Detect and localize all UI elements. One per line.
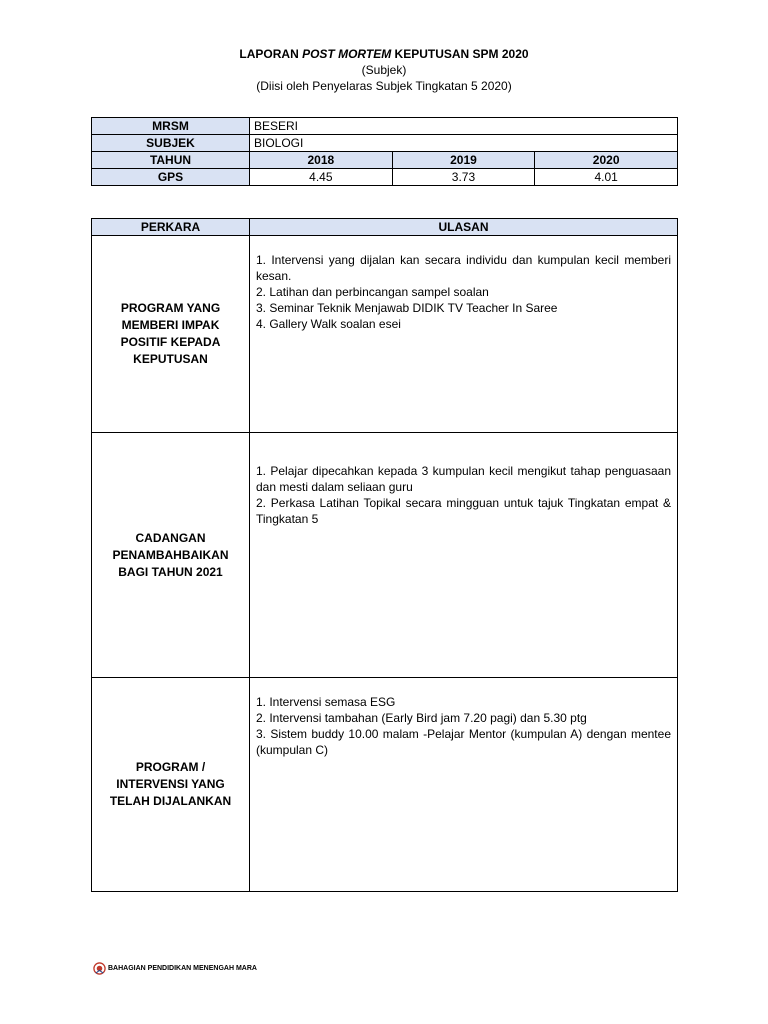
document-header <box>0 46 768 94</box>
gps-row <box>92 169 678 186</box>
mrsm-value: BESERI <box>250 118 678 135</box>
ulasan-line: 2. Intervensi tambahan (Early Bird jam 7.20 pagi) dan 5.30 ptg <box>256 711 587 725</box>
footer <box>93 962 257 975</box>
ulasan-header: ULASAN <box>250 219 678 236</box>
ulasan-line: 3. Sistem buddy 10.00 malam -Pelajar Mentor (kumpulan A) dengan mentee (kumpulan C) <box>256 727 671 757</box>
review-row <box>92 678 678 892</box>
year-2020: 2020 <box>535 152 678 169</box>
subtitle: (Subjek) <box>361 63 407 77</box>
review-header-row <box>92 219 678 236</box>
gps-2020: 4.01 <box>535 169 678 186</box>
mrsm-row <box>92 118 678 135</box>
ulasan-cell <box>250 433 678 678</box>
ulasan-line: 4. Gallery Walk soalan esei <box>256 317 401 331</box>
info-table <box>91 117 678 186</box>
gps-2019: 3.73 <box>392 169 535 186</box>
review-row <box>92 236 678 433</box>
year-2018: 2018 <box>250 152 393 169</box>
subjek-value: BIOLOGI <box>250 135 678 152</box>
perkara-cell: PROGRAM YANG MEMBERI IMPAK POSITIF KEPADA KEPUTUSAN <box>92 236 250 433</box>
ulasan-cell <box>250 236 678 433</box>
ulasan-line: 2. Perkasa Latihan Topikal secara mingguan untuk tajuk Tingkatan empat & Tingkatan 5 <box>256 496 671 526</box>
perkara-cell: CADANGAN PENAMBAHBAIKAN BAGI TAHUN 2021 <box>92 433 250 678</box>
subjek-row <box>92 135 678 152</box>
year-2019: 2019 <box>392 152 535 169</box>
review-table <box>91 218 678 892</box>
fill-note: (Diisi oleh Penyelaras Subjek Tingkatan 5 2020) <box>256 79 512 93</box>
ulasan-line: 1. Intervensi semasa ESG <box>256 695 396 709</box>
ulasan-line: 3. Seminar Teknik Menjawab DIDIK TV Teacher In Saree <box>256 301 558 315</box>
mrsm-label: MRSM <box>92 118 250 135</box>
gps-2018: 4.45 <box>250 169 393 186</box>
perkara-cell: PROGRAM / INTERVENSI YANG TELAH DIJALANKAN <box>92 678 250 892</box>
perkara-header: PERKARA <box>92 219 250 236</box>
ulasan-line: 1. Intervensi yang dijalan kan secara individu dan kumpulan kecil memberi kesan. <box>256 253 671 283</box>
mara-logo-icon <box>93 962 106 975</box>
gps-label: GPS <box>92 169 250 186</box>
tahun-label: TAHUN <box>92 152 250 169</box>
page-title: LAPORAN POST MORTEM KEPUTUSAN SPM 2020 <box>239 47 529 61</box>
subjek-label: SUBJEK <box>92 135 250 152</box>
ulasan-cell <box>250 678 678 892</box>
footer-org: BAHAGIAN PENDIDIKAN MENENGAH MARA <box>108 965 257 972</box>
tahun-row <box>92 152 678 169</box>
ulasan-line: 1. Pelajar dipecahkan kepada 3 kumpulan kecil mengikut tahap penguasaan dan mesti dalam seliaan guru <box>256 464 671 494</box>
ulasan-line: 2. Latihan dan perbincangan sampel soalan <box>256 285 489 299</box>
review-row <box>92 433 678 678</box>
